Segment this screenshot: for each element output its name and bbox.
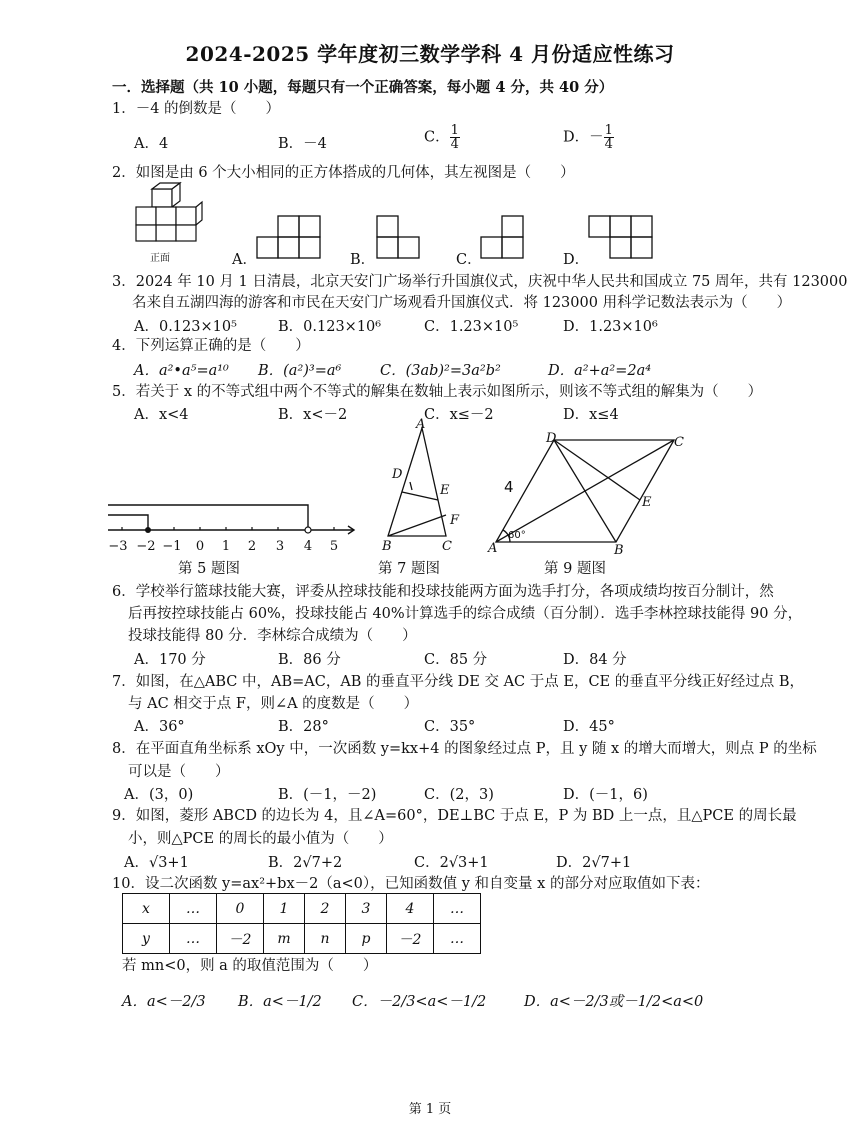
q10-condition: 若 mn<0，则 a 的取值范围为（ ） bbox=[122, 958, 378, 974]
tick-label: −3 bbox=[108, 539, 128, 554]
q3-line2: 名来自五湖四海的游客和市民在天安门广场观看升国旗仪式．将 123000 用科学记数法表示为（ ） bbox=[132, 295, 792, 311]
table-row bbox=[123, 924, 481, 954]
point-label: A bbox=[488, 541, 498, 556]
q7-option-a: A．36° bbox=[134, 719, 185, 735]
q4-option-a: A．a²•a⁵=a¹⁰ bbox=[134, 363, 229, 379]
q9-option-c: C．2√3+1 bbox=[414, 855, 489, 871]
point-label: B bbox=[614, 543, 624, 558]
table-cell: x bbox=[123, 894, 170, 924]
q6-option-b: B．86 分 bbox=[278, 652, 341, 668]
fig5-caption: 第 5 题图 bbox=[178, 561, 240, 577]
point-label: D bbox=[392, 467, 403, 482]
view-c-icon bbox=[480, 216, 526, 260]
point-label: D bbox=[546, 431, 557, 446]
q1-option-c: C． $\frac{1}{4}$ bbox=[424, 123, 459, 152]
q6-option-d: D．84 分 bbox=[563, 652, 627, 668]
number-line-figure bbox=[108, 500, 358, 560]
q7-option-b: B．28° bbox=[278, 719, 329, 735]
q2-stem: 2．如图是由 6 个大小相同的正方体搭成的几何体，其左视图是（ ） bbox=[112, 165, 575, 181]
side-length-note: 4 bbox=[504, 478, 514, 496]
q8-option-a: A．(3，0) bbox=[124, 787, 194, 803]
page-number: 第 1 页 bbox=[408, 1102, 452, 1117]
q10-option-a: A．a<－2/3 bbox=[122, 994, 206, 1010]
table-cell: … bbox=[434, 894, 481, 924]
table-cell: －2 bbox=[387, 924, 434, 954]
table-cell: y bbox=[123, 924, 170, 954]
q3-line1: 3．2024 年 10 月 1 日清晨，北京天安门广场举行升国旗仪式，庆祝中华人民共和国成立 75 周年，共有 123000 bbox=[112, 274, 848, 290]
tick-label: 5 bbox=[329, 539, 339, 554]
q8-option-b: B．(－1，－2) bbox=[278, 787, 377, 803]
q4-stem: 4．下列运算正确的是（ ） bbox=[112, 338, 310, 354]
point-label: A bbox=[416, 417, 426, 432]
q7-line1: 7．如图，在△ABC 中，AB=AC，AB 的垂直平分线 DE 交 AC 于点 E，CE 的垂直平分线正好经过点 B， bbox=[112, 674, 805, 690]
q5-option-a: A．x<4 bbox=[134, 407, 189, 423]
q4-option-b: B．(a²)³=a⁶ bbox=[258, 363, 342, 379]
cube-solid-figure bbox=[130, 183, 210, 245]
q1-option-b: B．－4 bbox=[278, 136, 327, 152]
q6-option-c: C．85 分 bbox=[424, 652, 488, 668]
table-cell: … bbox=[434, 924, 481, 954]
q9-option-d: D．2√7+1 bbox=[556, 855, 632, 871]
q7-option-c: C．35° bbox=[424, 719, 476, 735]
q6-line3: 投球技能得 80 分．李林综合成绩为（ ） bbox=[128, 628, 417, 644]
table-cell: p bbox=[346, 924, 387, 954]
q3-option-a: A．0.123×10⁵ bbox=[134, 319, 237, 335]
fig7-caption: 第 7 题图 bbox=[378, 561, 440, 577]
fig9-caption: 第 9 题图 bbox=[544, 561, 606, 577]
q7-line2: 与 AC 相交于点 F，则∠A 的度数是（ ） bbox=[128, 696, 419, 712]
q8-option-c: C．(2，3) bbox=[424, 787, 494, 803]
q10-stem: 10．设二次函数 y=ax²+bx－2（a<0），已知函数值 y 和自变量 x 的部分对应取值如下表： bbox=[112, 876, 710, 892]
q1-stem: 1．－4 的倒数是（ ） bbox=[112, 101, 281, 117]
point-label: E bbox=[440, 483, 450, 498]
table-cell: … bbox=[170, 924, 217, 954]
table-cell: n bbox=[305, 924, 346, 954]
q7-option-d: D．45° bbox=[563, 719, 615, 735]
table-cell: 3 bbox=[346, 894, 387, 924]
q10-option-c: C．－2/3<a<－1/2 bbox=[352, 994, 487, 1010]
q9-option-b: B．2√7+2 bbox=[268, 855, 343, 871]
tick-label: −1 bbox=[162, 539, 182, 554]
table-cell: m bbox=[264, 924, 305, 954]
view-d-icon bbox=[588, 216, 656, 260]
point-label: B bbox=[382, 539, 392, 554]
q6-line1: 6．学校举行篮球技能大赛，评委从控球技能和投球技能两方面为选手打分，各项成绩均按百分制计，然 bbox=[112, 584, 774, 600]
table-row bbox=[123, 894, 481, 924]
q3-option-b: B．0.123×10⁶ bbox=[278, 319, 382, 335]
angle-note: 60° bbox=[508, 530, 526, 541]
point-label: C bbox=[674, 435, 684, 450]
page-title: 2024-2025 学年度初三数学学科 4 月份适应性练习 bbox=[185, 42, 675, 66]
q2-option-d: D． bbox=[563, 252, 590, 268]
q1-option-d: D．－ $\frac{1}{4}$ bbox=[563, 123, 613, 152]
view-a-icon bbox=[256, 216, 322, 260]
front-label: 正面 bbox=[150, 253, 170, 264]
q8-line2: 可以是（ ） bbox=[128, 764, 230, 780]
q4-option-c: C．(3ab)²=3a²b² bbox=[380, 363, 501, 379]
tick-label: 3 bbox=[275, 539, 285, 554]
q6-line2: 后再按控球技能占 60%，投球技能占 40%计算选手的综合成绩（百分制）．选手李林控球技能得 90 分， bbox=[128, 606, 803, 622]
value-table bbox=[122, 893, 481, 954]
table-cell: －2 bbox=[217, 924, 264, 954]
q9-line2: 小，则△PCE 的周长的最小值为（ ） bbox=[128, 831, 393, 847]
q8-line1: 8．在平面直角坐标系 xOy 中，一次函数 y=kx+4 的图象经过点 P，且 y 随 x 的增大而增大，则点 P 的坐标 bbox=[112, 741, 817, 757]
table-cell: 2 bbox=[305, 894, 346, 924]
tick-label: 0 bbox=[195, 539, 205, 554]
view-b-icon bbox=[376, 216, 422, 260]
q3-option-d: D．1.23×10⁶ bbox=[563, 319, 658, 335]
point-label: F bbox=[450, 513, 460, 528]
section-heading: 一．选择题（共 10 小题，每题只有一个正确答案，每小题 4 分，共 40 分） bbox=[112, 79, 614, 96]
q2-option-c: C． bbox=[456, 252, 482, 268]
point-label: E bbox=[642, 495, 652, 510]
q1-option-a: A．4 bbox=[134, 136, 169, 152]
tick-label: 2 bbox=[247, 539, 257, 554]
tick-label: −2 bbox=[136, 539, 156, 554]
point-label: C bbox=[442, 539, 452, 554]
q9-line1: 9．如图，菱形 ABCD 的边长为 4，且∠A=60°，DE⊥BC 于点 E，P 为 BD 上一点，且△PCE 的周长最 bbox=[112, 808, 797, 824]
table-cell: 1 bbox=[264, 894, 305, 924]
q10-option-b: B．a<－1/2 bbox=[238, 994, 322, 1010]
table-cell: … bbox=[170, 894, 217, 924]
q4-option-d: D．a²+a²=2a⁴ bbox=[548, 363, 652, 379]
q10-option-d: D．a<－2/3或－1/2<a<0 bbox=[524, 994, 704, 1010]
q5-option-d: D．x≤4 bbox=[563, 407, 619, 423]
rhombus-abcd-figure bbox=[488, 430, 688, 558]
q5-stem: 5．若关于 x 的不等式组中两个不等式的解集在数轴上表示如图所示，则该不等式组的解集为（ ） bbox=[112, 384, 763, 400]
q9-option-a: A．√3+1 bbox=[124, 855, 189, 871]
table-cell: 0 bbox=[217, 894, 264, 924]
q5-option-c: C．x≤－2 bbox=[424, 407, 494, 423]
q6-option-a: A．170 分 bbox=[134, 652, 206, 668]
triangle-abc-figure bbox=[380, 418, 470, 554]
tick-label: 1 bbox=[221, 539, 231, 554]
q3-option-c: C．1.23×10⁵ bbox=[424, 319, 519, 335]
tick-label: 4 bbox=[303, 539, 313, 554]
q8-option-d: D．(－1，6) bbox=[563, 787, 648, 803]
q5-option-b: B．x<－2 bbox=[278, 407, 348, 423]
q2-option-a: A． bbox=[232, 252, 257, 268]
table-cell: 4 bbox=[387, 894, 434, 924]
q2-option-b: B． bbox=[350, 252, 376, 268]
